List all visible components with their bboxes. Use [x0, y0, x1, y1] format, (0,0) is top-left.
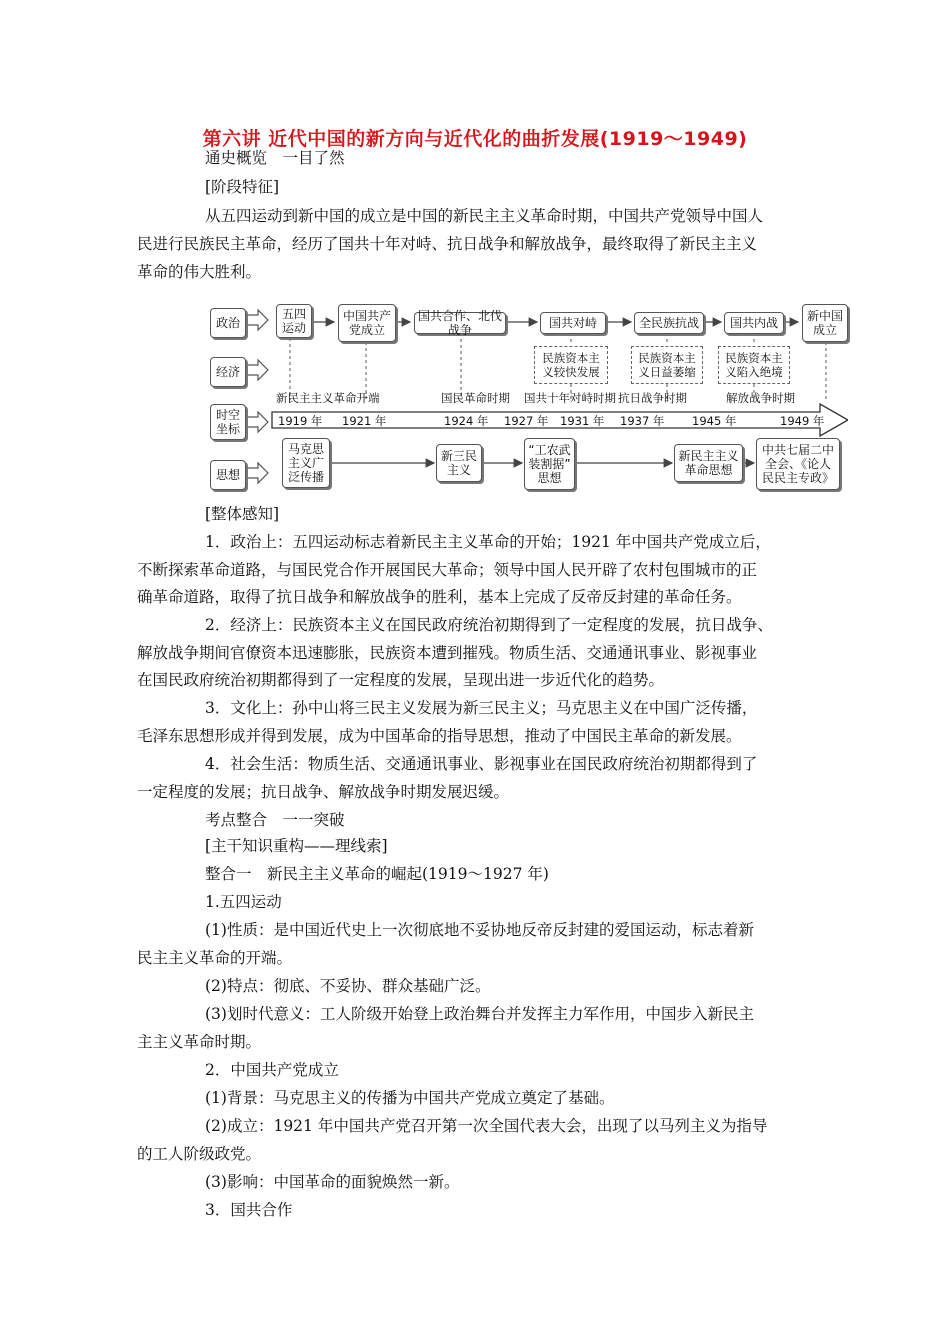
- text-line: 2．中国共产党成立: [205, 1061, 339, 1079]
- text-line: (1)性质：是中国近代史上一次彻底地不妥协地反帝反封建的爱国运动，标志着新: [205, 921, 754, 939]
- text-line: [阶段特征]: [205, 178, 280, 196]
- year-1937: 1937 年: [620, 414, 665, 428]
- text-line: (3)影响：中国革命的面貌焕然一新。: [205, 1173, 460, 1191]
- text-line: 民进行民族民主革命，经历了国共十年对峙、抗日战争和解放战争，最终取得了新民主主义: [137, 235, 758, 253]
- text-line: 考点整合 一一突破: [205, 811, 345, 829]
- thought-armed-separatism: “工农武 装割据” 思想: [524, 438, 575, 490]
- text-line: (3)划时代意义：工人阶级开始登上政治舞台并发挥主力军作用，中国步入新民主: [205, 1005, 754, 1023]
- year-1927: 1927 年: [504, 414, 549, 428]
- text-line: 在国民政府统治初期都得到了一定程度的发展，呈现出进一步近代化的趋势。: [137, 671, 665, 689]
- text-line: [主干知识重构——理线索]: [205, 837, 388, 855]
- text-line: 3．国共合作: [205, 1201, 293, 1219]
- year-1924: 1924 年: [444, 414, 489, 428]
- row-label-economy: 经济: [210, 357, 246, 387]
- thought-new-three-principles: 新三民 主义: [436, 444, 482, 482]
- text-line: (1)背景：马克思主义的传播为中国共产党成立奠定了基础。: [205, 1089, 615, 1107]
- year-1921: 1921 年: [342, 414, 387, 428]
- text-line: 民主主义革命的开端。: [137, 949, 293, 967]
- period-resistance-war: 抗日战争时期: [618, 391, 687, 405]
- period-new-democracy-start: 新民主主义革命开端: [276, 391, 380, 405]
- text-line: 毛泽东思想形成并得到发展，成为中国革命的指导思想，推动了中国民主革命的新发展。: [137, 727, 742, 745]
- text-line: 不断探索革命道路，与国民党合作开展国民大革命；领导中国人民开辟了农村包围城市的正: [137, 561, 758, 579]
- text-line: 整合一 新民主主义革命的崛起(1919～1927 年): [205, 865, 549, 883]
- text-line: 1.五四运动: [205, 893, 282, 911]
- econ-shrinking: 民族资本主 义日益萎缩: [631, 346, 703, 384]
- text-line: 通史概览 一目了然: [205, 149, 345, 167]
- text-line: 3．文化上：孙中山将三民主义发展为新三民主义；马克思主义在中国广泛传播，: [205, 699, 758, 717]
- text-line: 解放战争期间官僚资本迅速膨胀，民族资本遭到摧残。物质生活、交通通讯事业、影视事业: [137, 644, 758, 662]
- text-line: [整体感知]: [205, 505, 280, 523]
- text-line: (2)成立：1921 年中国共产党召开第一次全国代表大会，出现了以马列主义为指导: [205, 1117, 768, 1135]
- row-label-timeline: 时空 坐标: [210, 404, 246, 440]
- text-line: 的工人阶级政党。: [137, 1145, 262, 1163]
- year-1931: 1931 年: [560, 414, 605, 428]
- thought-new-democracy: 新民主主义 革命思想: [674, 444, 743, 482]
- text-line: 1．政治上：五四运动标志着新民主主义革命的开始；1921 年中国共产党成立后，: [205, 533, 771, 551]
- node-kmt-cpc-cooperation: 国共合作、北伐战争: [414, 312, 506, 334]
- text-line: 4．社会生活：物质生活、交通通讯事业、影视事业在国民政府统治初期都得到了: [205, 755, 758, 773]
- thought-second-plenum: 中共七届二中 全会、《论人 民民主专政》: [756, 438, 840, 490]
- period-ten-year-confrontation: 国共十年对峙时期: [524, 391, 616, 405]
- row-label-politics: 政治: [210, 308, 246, 338]
- period-national-revolution: 国民革命时期: [441, 391, 510, 405]
- thought-marxism-spread: 马克思 主义广 泛传播: [282, 438, 330, 488]
- node-cpc-founded: 中国共产 党成立: [338, 304, 396, 342]
- text-line: 从五四运动到新中国的成立是中国的新民主主义革命时期，中国共产党领导中国人: [205, 207, 764, 225]
- node-confrontation: 国共对峙: [540, 312, 606, 334]
- node-new-china: 新中国 成立: [802, 304, 848, 342]
- page-title: 第六讲 近代中国的新方向与近代化的曲折发展(1919～1949): [202, 128, 748, 150]
- row-label-thought: 思想: [210, 460, 246, 490]
- year-1945: 1945 年: [692, 414, 737, 428]
- econ-desperate: 民族资本主 义陷入绝境: [718, 346, 790, 384]
- text-line: 革命的伟大胜利。: [137, 263, 262, 281]
- year-1919: 1919 年: [278, 414, 323, 428]
- text-line: 一定程度的发展；抗日战争、解放战争时期发展迟缓。: [137, 783, 510, 801]
- text-line: 主主义革命时期。: [137, 1033, 262, 1051]
- period-liberation-war: 解放战争时期: [726, 391, 795, 405]
- node-may-fourth: 五四 运动: [276, 304, 312, 338]
- node-resistance-war: 全民族抗战: [634, 312, 704, 334]
- year-1949: 1949 年: [780, 414, 825, 428]
- node-civil-war: 国共内战: [724, 312, 784, 334]
- text-line: 2．经济上：民族资本主义在国民政府统治初期得到了一定程度的发展，抗日战争、: [205, 616, 773, 634]
- timeline-diagram: [208, 300, 848, 500]
- econ-fast-development: 民族资本主 义较快发展: [534, 346, 608, 384]
- text-line: (2)特点：彻底、不妥协、群众基础广泛。: [205, 977, 491, 995]
- text-line: 确革命道路，取得了抗日战争和解放战争的胜利，基本上完成了反帝反封建的革命任务。: [137, 588, 742, 606]
